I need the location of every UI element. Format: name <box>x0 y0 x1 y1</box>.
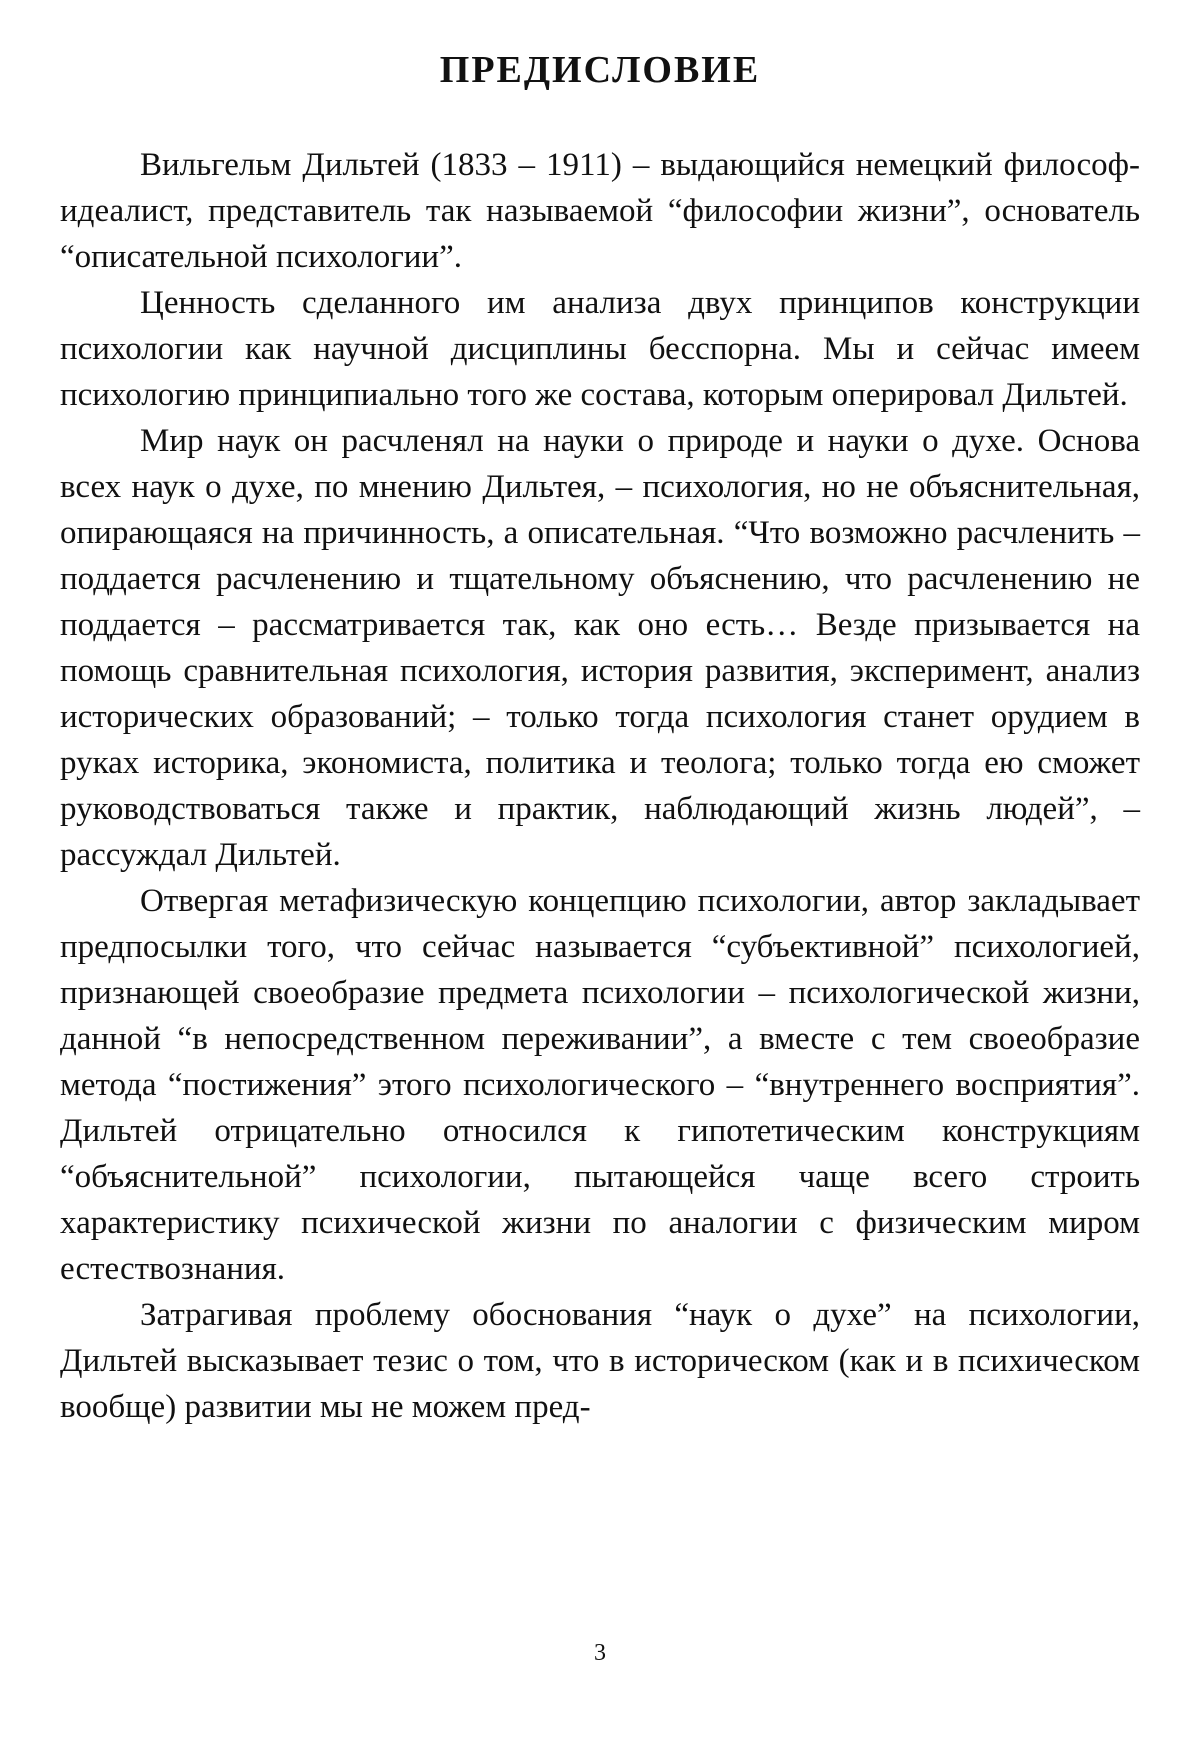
document-page <box>60 0 1140 1754</box>
paragraph-3: Мир наук он расчленял на науки о природе и науки о духе. Основа всех наук о духе, по мнению Дильтея, – психология, но не объяснительная, опирающаяся на причинность, а описательная. “Что возможно расчленить – поддается расчленению и тщательному объяснению, что расчленению не поддается – рассматривается так, как оно есть… Везде призывается на помощь сравнительная психология, история развития, эксперимент, анализ исторических образований; – только тогда психология станет орудием в руках историка, экономиста, политика и теолога; только тогда ею сможет руководствоваться также и практик, наблюдающий жизнь людей”, – рассуждал Дильтей. <box>60 423 1140 873</box>
body-text <box>60 142 1140 1430</box>
paragraph-4: Отвергая метафизическую концепцию психологии, автор закладывает предпосылки того, что сейчас называется “субъективной” психологией, признающей своеобразие предмета психологии – психологической жизни, данной “в непосредственном переживании”, а вместе с тем своеобразие метода “постижения” этого психологического – “внутреннего восприятия”. Дильтей отрицательно относился к гипотетическим конструкциям “объяснительной” психологии, пытающейся чаще всего строить характеристику психической жизни по аналогии с физическим миром естествознания. <box>60 883 1140 1287</box>
paragraph-2: Ценность сделанного им анализа двух принципов конструкции психологии как научной дисциплины бесспорна. Мы и сейчас имеем психологию принципиально того же состава, которым оперировал Дильтей. <box>60 285 1140 413</box>
page-title: ПРЕДИСЛОВИЕ <box>439 49 761 91</box>
page-number: 3 <box>594 1640 606 1666</box>
paragraph-5: Затрагивая проблему обоснования “наук о духе” на психологии, Дильтей высказывает тезис о том, что в историческом (как и в психическом вообще) развитии мы не можем пред- <box>60 1297 1140 1425</box>
paragraph-1: Вильгельм Дильтей (1833 – 1911) – выдающийся немецкий философ-идеалист, представитель так называемой “философии жизни”, основатель “описательной психологии”. <box>60 147 1140 275</box>
